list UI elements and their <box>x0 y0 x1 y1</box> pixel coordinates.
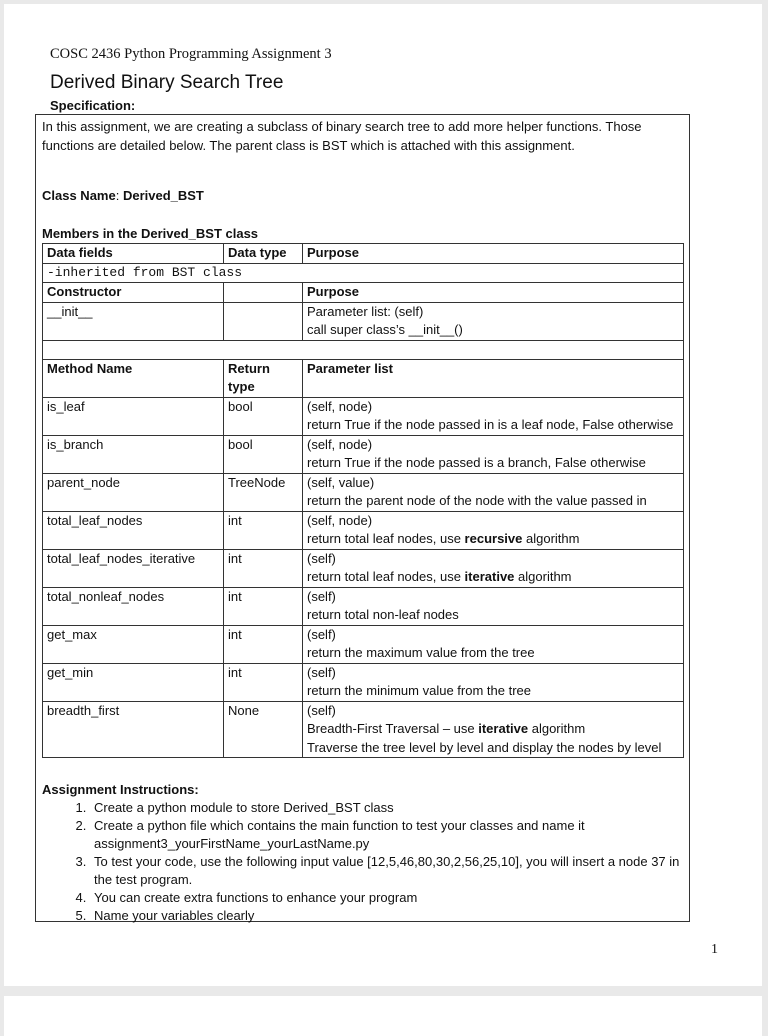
instructions-list <box>42 799 682 925</box>
header-cell <box>224 283 303 303</box>
class-name-line: Class Name: Derived_BST <box>42 188 204 203</box>
method-name: is_leaf <box>43 397 224 435</box>
method-row <box>43 435 684 473</box>
method-description: (self) return total non-leaf nodes <box>303 587 684 625</box>
method-row <box>43 625 684 663</box>
members-table <box>42 243 684 758</box>
method-return-type: int <box>224 549 303 587</box>
method-return-type: int <box>224 663 303 701</box>
method-description: (self) return the minimum value from the tree <box>303 663 684 701</box>
instruction-item: 1. Create a python module to store Derived_BST class <box>90 799 682 817</box>
instruction-item: 5. Name your variables clearly <box>90 907 682 925</box>
class-name-value: Derived_BST <box>122 188 204 203</box>
header-cell: Method Name <box>43 359 224 397</box>
method-description: (self, node) return total leaf nodes, use recursive algorithm <box>303 511 684 549</box>
spacer-row <box>43 340 684 359</box>
method-description: (self) Breadth-First Traversal – use iterative algorithm Traverse the tree level by level and display the nodes by level <box>303 701 684 758</box>
method-description: (self) return the maximum value from the tree <box>303 625 684 663</box>
methods-header-row <box>43 359 684 397</box>
method-row <box>43 473 684 511</box>
instruction-item: 2. Create a python file which contains the main function to test your classes and name it assignment3_yourFirstName_yourLastName.py <box>90 817 682 853</box>
course-header: COSC 2436 Python Programming Assignment 3 <box>50 46 332 62</box>
method-description: (self, node) return True if the node passed in is a leaf node, False otherwise <box>303 397 684 435</box>
method-name: breadth_first <box>43 701 224 758</box>
header-cell: Purpose <box>303 244 684 264</box>
header-cell: Purpose <box>303 283 684 303</box>
class-name-label: Class Name <box>42 188 116 203</box>
inherited-row <box>43 263 684 283</box>
method-return-type: None <box>224 701 303 758</box>
members-label: Members in the Derived_BST class <box>42 226 259 241</box>
ctor-name: __init__ <box>43 302 224 340</box>
intro-paragraph: In this assignment, we are creating a subclass of binary search tree to add more helper functions. Those functions are detailed below. The parent class is BST which is attached with this assignment. <box>42 119 642 153</box>
instruction-item: 4. You can create extra functions to enhance your program <box>90 889 682 907</box>
instructions-section <box>42 781 682 925</box>
specification-box <box>35 114 690 922</box>
method-row <box>43 701 684 758</box>
method-return-type: int <box>224 625 303 663</box>
method-name: get_max <box>43 625 224 663</box>
ctor-purpose: Parameter list: (self) call super class’s __init__() <box>303 302 684 340</box>
method-return-type: int <box>224 511 303 549</box>
instruction-item: 3. To test your code, use the following input value [12,5,46,80,30,2,56,25,10], you will insert a node 37 in the test program. <box>90 853 682 889</box>
next-page <box>4 996 762 1036</box>
header-cell: Return type <box>224 359 303 397</box>
document-title: Derived Binary Search Tree <box>50 72 284 93</box>
method-name: total_nonleaf_nodes <box>43 587 224 625</box>
header-cell: Constructor <box>43 283 224 303</box>
method-return-type: TreeNode <box>224 473 303 511</box>
instructions-label: Assignment Instructions: <box>42 782 199 797</box>
method-row <box>43 549 684 587</box>
method-description: (self, node) return True if the node passed is a branch, False otherwise <box>303 435 684 473</box>
document-page <box>4 4 762 986</box>
specification-label: Specification: <box>50 98 136 113</box>
method-return-type: int <box>224 587 303 625</box>
method-name: parent_node <box>43 473 224 511</box>
header-cell: Data fields <box>43 244 224 264</box>
method-name: total_leaf_nodes_iterative <box>43 549 224 587</box>
method-row <box>43 511 684 549</box>
ctor-header-row <box>43 283 684 303</box>
ctor-row <box>43 302 684 340</box>
method-description: (self, value) return the parent node of the node with the value passed in <box>303 473 684 511</box>
page-number: 1 <box>711 942 718 957</box>
method-name: is_branch <box>43 435 224 473</box>
method-row <box>43 587 684 625</box>
header-cell: Parameter list <box>303 359 684 397</box>
method-row <box>43 663 684 701</box>
inherited-cell: -inherited from BST class <box>43 263 684 283</box>
method-name: total_leaf_nodes <box>43 511 224 549</box>
method-row <box>43 397 684 435</box>
method-return-type: bool <box>224 435 303 473</box>
header-cell: Data type <box>224 244 303 264</box>
method-return-type: bool <box>224 397 303 435</box>
method-description: (self) return total leaf nodes, use iterative algorithm <box>303 549 684 587</box>
method-name: get_min <box>43 663 224 701</box>
ctor-type <box>224 302 303 340</box>
fields-header-row <box>43 244 684 264</box>
